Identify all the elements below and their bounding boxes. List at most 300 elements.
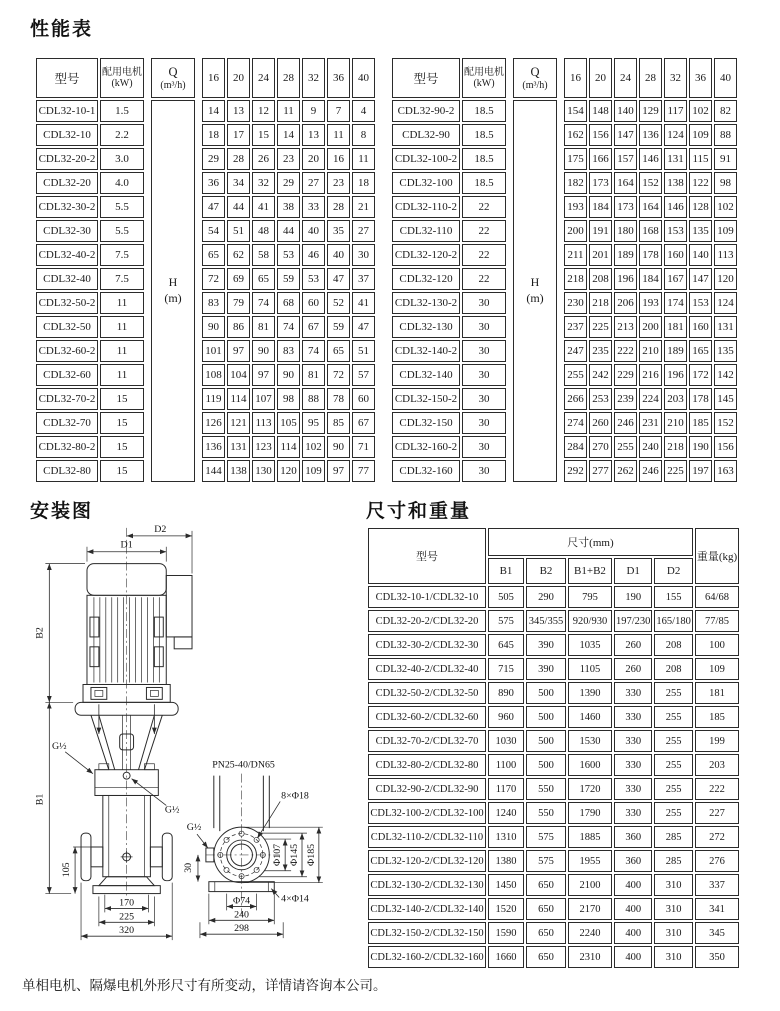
b1-cell: 1170: [488, 778, 524, 800]
h-label-line1: H: [168, 275, 178, 290]
head-value-cell: 72: [202, 268, 225, 290]
table-row: [392, 388, 506, 410]
q-header: [513, 58, 557, 98]
table-row: [36, 292, 144, 314]
power-cell: 11: [100, 316, 144, 338]
table-row: [36, 364, 144, 386]
head-value-cell: 148: [589, 100, 612, 122]
dim-col-header: B1: [488, 558, 524, 584]
d2-cell: 208: [654, 658, 692, 680]
flow-header-cell: 24: [252, 58, 275, 98]
head-value-cell: 255: [564, 364, 587, 386]
head-value-cell: 44: [277, 220, 300, 242]
head-value-cell: 60: [352, 388, 375, 410]
table-row: [368, 634, 739, 656]
head-value-cell: 218: [664, 436, 687, 458]
q-h-subtable: [511, 56, 559, 484]
table-row: [392, 196, 506, 218]
head-value-cell: 30: [352, 244, 375, 266]
head-unit-cell: [513, 100, 557, 482]
b1-plus-b2-cell: 2170: [568, 898, 612, 920]
performance-table-right: [390, 56, 739, 484]
head-value-cell: 90: [202, 316, 225, 338]
model-cell: CDL32-160: [392, 460, 460, 482]
head-value-cell: 138: [664, 172, 687, 194]
head-value-cell: 14: [277, 124, 300, 146]
thread-label-g-half-3: G½: [186, 822, 202, 834]
head-value-cell: 162: [564, 124, 587, 146]
power-cell: 1.5: [100, 100, 144, 122]
motor-header-line2: (kW): [111, 78, 133, 89]
head-value-cell: 225: [589, 316, 612, 338]
model-cell: CDL32-20-2: [36, 148, 98, 170]
head-value-cell: 48: [252, 220, 275, 242]
power-cell: 22: [462, 268, 506, 290]
table-row: [36, 460, 144, 482]
head-value-cell: 152: [639, 172, 662, 194]
head-value-cell: 130: [252, 460, 275, 482]
table-row: [202, 388, 375, 410]
table-row: [36, 148, 144, 170]
head-value-cell: 88: [302, 388, 325, 410]
d2-cell: 255: [654, 754, 692, 776]
head-value-cell: 152: [714, 412, 737, 434]
dim-label-phi107: Φ107: [272, 843, 284, 866]
head-value-cell: 97: [327, 460, 350, 482]
table-row: [564, 172, 737, 194]
table-row: [368, 706, 739, 728]
model-cell: CDL32-110: [392, 220, 460, 242]
d2-cell: 285: [654, 826, 692, 848]
head-value-cell: 131: [664, 148, 687, 170]
model-cell: CDL32-90: [392, 124, 460, 146]
head-value-cell: 147: [614, 124, 637, 146]
dim-col-header: B2: [526, 558, 566, 584]
d1-cell: 330: [614, 754, 652, 776]
head-value-cell: 164: [614, 172, 637, 194]
dim-label-320: 320: [119, 925, 135, 937]
b1-plus-b2-cell: 1720: [568, 778, 612, 800]
head-value-cell: 255: [614, 436, 637, 458]
flow-header-cell: 24: [614, 58, 637, 98]
dim-label-225: 225: [119, 911, 135, 923]
h-label-line2: (m): [526, 291, 544, 305]
model-cell: CDL32-40-2/CDL32-40: [368, 658, 486, 680]
head-value-cell: 196: [614, 268, 637, 290]
model-cell: CDL32-40: [36, 268, 98, 290]
model-cell: CDL32-70: [36, 412, 98, 434]
table-row: [392, 124, 506, 146]
table-row: [368, 898, 739, 920]
weight-cell: 64/68: [695, 586, 739, 608]
weight-cell: 185: [695, 706, 739, 728]
head-value-cell: 185: [689, 412, 712, 434]
head-value-cell: 41: [352, 292, 375, 314]
power-cell: 30: [462, 316, 506, 338]
head-value-cell: 146: [664, 196, 687, 218]
table-row: [36, 172, 144, 194]
flow-header-cell: 16: [202, 58, 225, 98]
flow-header-cell: 20: [227, 58, 250, 98]
head-value-cell: 247: [564, 340, 587, 362]
head-value-cell: 124: [664, 124, 687, 146]
head-value-cell: 105: [277, 412, 300, 434]
head-value-cell: 32: [252, 172, 275, 194]
table-row: [36, 196, 144, 218]
b1-cell: 1660: [488, 946, 524, 968]
d1-cell: 330: [614, 778, 652, 800]
head-value-cell: 46: [302, 244, 325, 266]
head-value-cell: 119: [202, 388, 225, 410]
head-value-cell: 239: [614, 388, 637, 410]
head-value-cell: 97: [252, 364, 275, 386]
q-header-line2: (m³/h): [522, 79, 548, 91]
flow-header-cell: 36: [327, 58, 350, 98]
head-value-cell: 28: [227, 148, 250, 170]
head-value-cell: 160: [689, 316, 712, 338]
power-cell: 11: [100, 292, 144, 314]
head-value-cell: 147: [689, 268, 712, 290]
table-row: [564, 388, 737, 410]
d2-cell: 310: [654, 946, 692, 968]
model-cell: CDL32-120-2: [392, 244, 460, 266]
head-value-cell: 41: [252, 196, 275, 218]
power-cell: 30: [462, 340, 506, 362]
head-value-cell: 270: [589, 436, 612, 458]
head-value-cell: 97: [227, 340, 250, 362]
head-value-cell: 77: [352, 460, 375, 482]
model-cell: CDL32-130: [392, 316, 460, 338]
dimensions-table: [366, 526, 741, 970]
power-cell: 15: [100, 460, 144, 482]
table-row: [564, 268, 737, 290]
power-cell: 30: [462, 436, 506, 458]
head-value-cell: 109: [689, 124, 712, 146]
installation-diagram: [24, 520, 364, 956]
table-row: [392, 220, 506, 242]
model-cell: CDL32-10-1: [36, 100, 98, 122]
weight-cell: 341: [695, 898, 739, 920]
head-value-cell: 131: [714, 316, 737, 338]
table-row: [202, 316, 375, 338]
head-value-cell: 18: [202, 124, 225, 146]
model-cell: CDL32-110-2/CDL32-110: [368, 826, 486, 848]
d1-cell: 260: [614, 658, 652, 680]
head-value-cell: 191: [589, 220, 612, 242]
power-cell: 5.5: [100, 196, 144, 218]
head-value-cell: 78: [327, 388, 350, 410]
head-value-cell: 114: [277, 436, 300, 458]
table-row: [368, 922, 739, 944]
head-value-cell: 13: [227, 100, 250, 122]
thread-label-g-half-1: G½: [51, 740, 67, 752]
power-cell: 22: [462, 220, 506, 242]
head-value-cell: 81: [302, 364, 325, 386]
model-cell: CDL32-160-2: [392, 436, 460, 458]
flow-header-cell: 36: [689, 58, 712, 98]
head-value-cell: 81: [252, 316, 275, 338]
table-row: [202, 244, 375, 266]
d1-cell: 190: [614, 586, 652, 608]
table-row: [36, 244, 144, 266]
table-row: [368, 658, 739, 680]
model-cell: CDL32-100-2/CDL32-100: [368, 802, 486, 824]
weight-cell: 227: [695, 802, 739, 824]
model-cell: CDL32-50: [36, 316, 98, 338]
head-value-cell: 36: [202, 172, 225, 194]
dim-label-d2: D2: [154, 523, 167, 535]
head-value-cell: 253: [589, 388, 612, 410]
model-cell: CDL32-140: [392, 364, 460, 386]
table-row: [202, 460, 375, 482]
motor-header: [100, 58, 144, 98]
head-value-cell: 109: [714, 220, 737, 242]
head-value-cell: 206: [614, 292, 637, 314]
head-value-cell: 85: [327, 412, 350, 434]
table-row: [202, 172, 375, 194]
table-row: [564, 292, 737, 314]
b2-cell: 345/355: [526, 610, 566, 632]
head-value-cell: 120: [277, 460, 300, 482]
b1-plus-b2-cell: 1390: [568, 682, 612, 704]
b1-plus-b2-cell: 1955: [568, 850, 612, 872]
table-row: [564, 412, 737, 434]
head-value-cell: 117: [664, 100, 687, 122]
head-value-cell: 120: [714, 268, 737, 290]
b1-cell: 960: [488, 706, 524, 728]
model-cell: CDL32-140-2: [392, 340, 460, 362]
head-value-cell: 172: [689, 364, 712, 386]
head-value-cell: 47: [327, 268, 350, 290]
table-row: [368, 850, 739, 872]
head-value-cell: 196: [664, 364, 687, 386]
d2-cell: 310: [654, 898, 692, 920]
b1-cell: 1100: [488, 754, 524, 776]
b1-plus-b2-cell: 1885: [568, 826, 612, 848]
power-cell: 15: [100, 436, 144, 458]
head-value-cell: 114: [227, 388, 250, 410]
head-value-cell: 26: [252, 148, 275, 170]
model-cell: CDL32-20: [36, 172, 98, 194]
head-value-cell: 124: [714, 292, 737, 314]
head-value-cell: 83: [277, 340, 300, 362]
dim-label-bolt-circle-8: 8×Φ18: [281, 790, 309, 802]
head-value-cell: 140: [614, 100, 637, 122]
weight-cell: 345: [695, 922, 739, 944]
head-value-cell: 15: [252, 124, 275, 146]
table-row: [368, 874, 739, 896]
head-value-cell: 101: [202, 340, 225, 362]
model-cell: CDL32-130-2/CDL32-130: [368, 874, 486, 896]
head-value-cell: 51: [352, 340, 375, 362]
head-values-subtable: [200, 56, 377, 484]
head-value-cell: 59: [327, 316, 350, 338]
dim-label-b2: B2: [34, 627, 46, 639]
head-value-cell: 20: [302, 148, 325, 170]
weight-cell: 337: [695, 874, 739, 896]
performance-table-left: [34, 56, 377, 484]
power-cell: 18.5: [462, 172, 506, 194]
head-value-cell: 277: [589, 460, 612, 482]
head-value-cell: 35: [327, 220, 350, 242]
model-cell: CDL32-120-2/CDL32-120: [368, 850, 486, 872]
table-row: [202, 100, 375, 122]
head-value-cell: 40: [327, 244, 350, 266]
b1-cell: 1380: [488, 850, 524, 872]
head-value-cell: 74: [252, 292, 275, 314]
head-value-cell: 128: [689, 196, 712, 218]
motor-header: [462, 58, 506, 98]
head-value-cell: 52: [327, 292, 350, 314]
model-cell: CDL32-150-2: [392, 388, 460, 410]
model-header: 型号: [392, 58, 460, 98]
head-value-cell: 90: [327, 436, 350, 458]
d1-cell: 400: [614, 874, 652, 896]
d1-cell: 260: [614, 634, 652, 656]
flow-header-cell: 28: [277, 58, 300, 98]
head-value-cell: 173: [589, 172, 612, 194]
table-row: [202, 292, 375, 314]
head-value-cell: 51: [227, 220, 250, 242]
head-value-cell: 60: [302, 292, 325, 314]
head-value-cell: 95: [302, 412, 325, 434]
head-value-cell: 67: [302, 316, 325, 338]
d1-cell: 360: [614, 826, 652, 848]
head-value-cell: 165: [689, 340, 712, 362]
b1-cell: 1030: [488, 730, 524, 752]
head-value-cell: 71: [352, 436, 375, 458]
power-cell: 18.5: [462, 100, 506, 122]
model-cell: CDL32-60-2/CDL32-60: [368, 706, 486, 728]
head-value-cell: 173: [614, 196, 637, 218]
d1-cell: 400: [614, 946, 652, 968]
thread-label-g-half-2: G½: [164, 804, 180, 816]
b2-cell: 575: [526, 826, 566, 848]
head-value-cell: 29: [202, 148, 225, 170]
b1-plus-b2-cell: 1105: [568, 658, 612, 680]
head-value-cell: 82: [714, 100, 737, 122]
head-value-cell: 86: [227, 316, 250, 338]
d2-cell: 255: [654, 802, 692, 824]
head-value-cell: 193: [564, 196, 587, 218]
power-cell: 30: [462, 364, 506, 386]
power-cell: 15: [100, 388, 144, 410]
motor-header-line1: 配用电机: [102, 66, 142, 78]
head-value-cell: 102: [714, 196, 737, 218]
head-value-cell: 98: [277, 388, 300, 410]
head-value-cell: 23: [277, 148, 300, 170]
d1-cell: 330: [614, 802, 652, 824]
head-value-cell: 240: [639, 436, 662, 458]
head-value-cell: 53: [302, 268, 325, 290]
head-value-cell: 59: [277, 268, 300, 290]
table-row: [36, 100, 144, 122]
model-cell: CDL32-70-2/CDL32-70: [368, 730, 486, 752]
performance-title: 性能表: [30, 19, 94, 40]
table-row: [36, 340, 144, 362]
power-cell: 22: [462, 196, 506, 218]
head-value-cell: 181: [664, 316, 687, 338]
head-value-cell: 83: [202, 292, 225, 314]
table-row: [368, 682, 739, 704]
table-row: [36, 220, 144, 242]
head-value-cell: 224: [639, 388, 662, 410]
d1-cell: 330: [614, 730, 652, 752]
power-cell: 30: [462, 412, 506, 434]
footer-note: 单相电机、隔爆电机外形尺寸有所变动，详情请咨询本公司。: [22, 978, 387, 993]
weight-cell: 276: [695, 850, 739, 872]
table-row: [564, 436, 737, 458]
b2-cell: 500: [526, 754, 566, 776]
head-value-cell: 126: [202, 412, 225, 434]
head-value-cell: 102: [302, 436, 325, 458]
d1-cell: 400: [614, 922, 652, 944]
dim-col-header: B1+B2: [568, 558, 612, 584]
head-value-cell: 18: [352, 172, 375, 194]
head-value-cell: 33: [302, 196, 325, 218]
dim-label-105: 105: [61, 862, 73, 878]
head-value-cell: 178: [639, 244, 662, 266]
model-cell: CDL32-110-2: [392, 196, 460, 218]
head-value-cell: 65: [202, 244, 225, 266]
power-cell: 22: [462, 244, 506, 266]
head-value-cell: 29: [277, 172, 300, 194]
model-power-subtable: [390, 56, 508, 484]
dimensions-title: 尺寸和重量: [366, 501, 472, 522]
head-value-cell: 178: [689, 388, 712, 410]
b2-cell: 650: [526, 946, 566, 968]
head-value-cell: 225: [664, 460, 687, 482]
power-cell: 3.0: [100, 148, 144, 170]
head-value-cell: 184: [589, 196, 612, 218]
table-row: [36, 436, 144, 458]
power-cell: 11: [100, 340, 144, 362]
power-cell: 18.5: [462, 148, 506, 170]
model-cell: CDL32-20-2/CDL32-20: [368, 610, 486, 632]
table-row: [202, 268, 375, 290]
model-power-subtable: [34, 56, 146, 484]
table-row: [368, 946, 739, 968]
b1-cell: 1240: [488, 802, 524, 824]
head-value-cell: 13: [302, 124, 325, 146]
model-cell: CDL32-100: [392, 172, 460, 194]
head-value-cell: 90: [277, 364, 300, 386]
head-value-cell: 37: [352, 268, 375, 290]
model-cell: CDL32-30-2: [36, 196, 98, 218]
dim-label-bolt-holes-4: 4×Φ14: [281, 893, 309, 905]
q-header-line1: Q: [168, 64, 178, 79]
d2-cell: 285: [654, 850, 692, 872]
table-row: [368, 730, 739, 752]
table-row: [202, 196, 375, 218]
table-row: [36, 316, 144, 338]
head-value-cell: 9: [302, 100, 325, 122]
table-row: [392, 316, 506, 338]
head-value-cell: 11: [277, 100, 300, 122]
b2-cell: 575: [526, 850, 566, 872]
head-value-cell: 11: [327, 124, 350, 146]
table-row: [392, 268, 506, 290]
dim-label-b1: B1: [34, 793, 46, 806]
table-row: [564, 364, 737, 386]
head-value-cell: 68: [277, 292, 300, 314]
head-value-cell: 189: [614, 244, 637, 266]
flow-header-cell: 32: [664, 58, 687, 98]
head-value-cell: 129: [639, 100, 662, 122]
weight-cell: 77/85: [695, 610, 739, 632]
table-row: [36, 388, 144, 410]
head-value-cell: 200: [639, 316, 662, 338]
